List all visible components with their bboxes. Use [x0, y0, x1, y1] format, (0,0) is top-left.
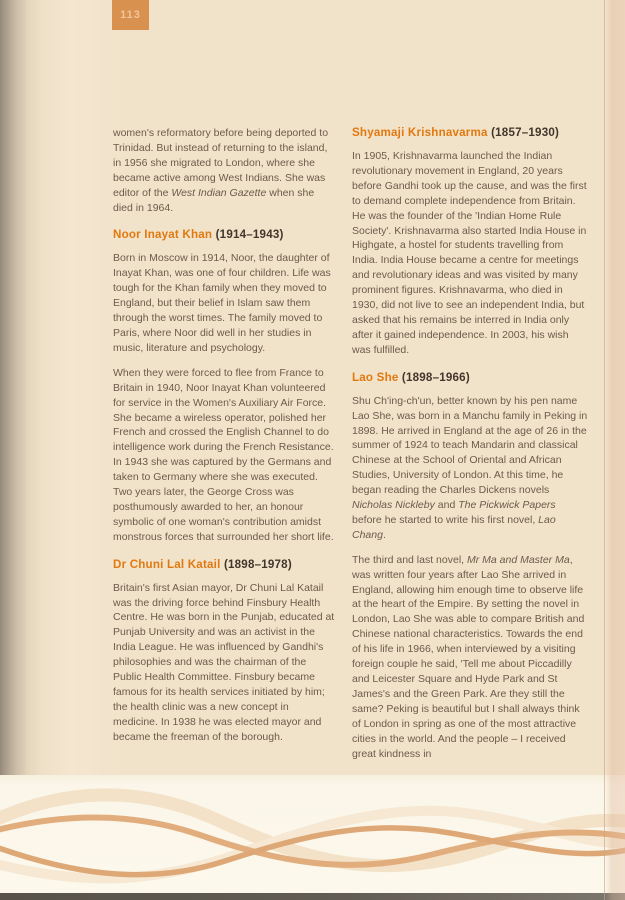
- italic-title: Mr Ma and Master Ma: [466, 553, 570, 566]
- person-dates: (1898–1966): [401, 370, 470, 384]
- wave-light-2: [0, 811, 625, 879]
- body-paragraph: [113, 581, 335, 745]
- body-paragraph: [113, 126, 335, 215]
- italic-title: Nicholas Nickleby: [352, 499, 435, 512]
- body-text: and: [434, 499, 459, 512]
- section-heading: [113, 228, 335, 242]
- body-text: The third and last novel,: [352, 553, 467, 566]
- person-name: Noor Inayat Khan: [113, 228, 216, 242]
- body-paragraph: [113, 251, 335, 355]
- body-text: Britain's first Asian mayor, Dr Chuni Lal Katail was the driving force behind Finsbury Health Centre. He was born in the Punjab, educated at Punjab University and was an activist in the India League. He was influenced by Gandhi's philosophies and was the chairman of the Public Health Committee. Finsbury became famous for its health services initiated by him; the health clinic was a new concept in medicine. In 1938 he was elected mayor and became the freeman of the borough.: [113, 581, 335, 743]
- person-dates: (1898–1978): [223, 557, 292, 571]
- section-heading: [352, 126, 588, 140]
- body-text: .: [382, 528, 386, 541]
- body-text: When they were forced to flee from France to Britain in 1940, Noor Inayat Khan volunteered for service in the Women's Auxiliary Air Force. She became a wireless operator, polished her French and crossed the English Channel to do intelligence work during the French Resistance. In 1943 she was captured by the Germans and taken to Germany where she was executed. Two years later, the George Cross was posthumously awarded to her, an honour symbolic of one woman's contribution amidst monstrous forces that surrounded her short life.: [113, 366, 334, 543]
- footer-band: [0, 775, 625, 900]
- body-text: , was written four years after Lao She arrived in England, allowing him enough time to observe life at the heart of the Empire. By setting the novel in London, Lao She was able to compare British and Chinese national characteristics. Towards the end of his life in 1966, when interviewed by a visiting foreign couple he said, 'Tell me about Piccadilly and Leicester Square and Hyde Park and St James's and the Green Park. Are they still the same? Peking is beautiful but I shall always think of London in spring as one of the most attractive cities in the world. And the people – I received great kindness in: [352, 553, 585, 760]
- body-paragraph: [352, 553, 588, 762]
- body-text: In 1905, Krishnavarma launched the Indian revolutionary movement in England, 20 years before Gandhi took up the cause, and was the first to demand complete independence from Britain. He was the founder of the 'Indian Home Rule Society'. Krishnavarma also started India House in Highgate, a hostel for students travelling from India. India House became a centre for meetings and revolutionary ideas and was visited by many prominent figures. Krishnavarma, who died in 1930, did not live to see an independent India, but asked that his remains be interred in India only after it gained independence. In 2003, his wish was fulfilled.: [352, 150, 587, 356]
- body-text: women's reformatory before being deported to Trinidad. But instead of returning to the island, in 1956 she migrated to London, where she became active among West Indians. She was editor of the: [113, 127, 329, 199]
- person-dates: (1857–1930): [491, 126, 560, 139]
- person-name: Shyamaji Krishnavarma: [352, 126, 492, 139]
- section-heading: [352, 371, 588, 385]
- body-paragraph: [352, 149, 588, 358]
- page-bottom-edge: [0, 893, 625, 900]
- italic-title: West Indian Gazette: [171, 186, 267, 199]
- wave-decoration: [0, 775, 625, 894]
- italic-title: The Pickwick Papers: [458, 499, 556, 512]
- italic-title: Lao Chang: [352, 513, 556, 541]
- section-heading: [113, 558, 335, 572]
- body-text: Shu Ch'ing-ch'un, better known by his pen name Lao She, was born in a Manchu family in Peking in 1898. He arrived in England at the age of 26 in the summer of 1924 to teach Mandarin and classical Chinese at the School of Oriental and African Studies, University of London. At this time, he began reading the Charles Dickens novels: [352, 394, 588, 497]
- person-name: Lao She: [352, 370, 402, 384]
- body-text: before he started to write his first novel,: [352, 513, 539, 526]
- body-text: Born in Moscow in 1914, Noor, the daughter of Inayat Khan, was one of four children. Life was tough for the Khan family when they moved to England, but their belief in Islam saw them through the worst times. The family moved to Paris, where Noor did well in her studies in music, literature and psychology.: [113, 252, 331, 354]
- left-column: [113, 126, 335, 755]
- body-text: when she died in 1964.: [113, 186, 315, 214]
- right-column: [352, 126, 588, 771]
- person-dates: (1914–1943): [215, 228, 284, 242]
- person-name: Dr Chuni Lal Katail: [113, 557, 224, 571]
- page-right-edge: [604, 0, 625, 900]
- page-number-badge: 113: [112, 0, 149, 30]
- body-paragraph: [113, 366, 335, 545]
- body-paragraph: [352, 394, 588, 543]
